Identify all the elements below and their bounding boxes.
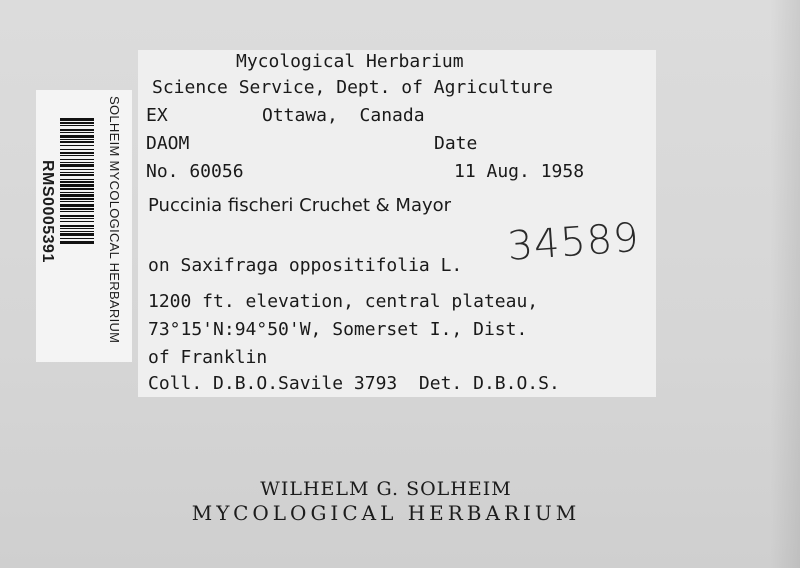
herbarium-title: MYCOLOGICAL HERBARIUM [191,501,581,525]
label-collector: Coll. D.B.O.Savile 3793 Det. D.B.O.S. [148,373,560,394]
label-ex: EX [146,105,168,126]
label-city: Ottawa, Canada [262,105,425,126]
label-elevation: 1200 ft. elevation, central plateau, [148,291,539,312]
barcode-collection-name: SOLHEIM MYCOLOGICAL HERBARIUM [107,96,122,344]
barcode-bars [60,118,94,334]
label-species: Puccinia fischeri Cruchet & Mayor [148,195,452,216]
sheet-edge-shadow [770,0,800,568]
barcode-id: RMS0005391 [39,160,56,263]
label-department: Science Service, Dept. of Agriculture [152,77,553,98]
label-title: Mycological Herbarium [236,51,464,72]
label-coordinates: 73°15'N:94°50'W, Somerset I., Dist. [148,319,528,340]
label-district: of Franklin [148,347,268,368]
handwritten-accession-number: 34589 [506,214,642,270]
label-date-value: 11 Aug. 1958 [454,161,585,182]
label-date-heading: Date [434,133,478,154]
specimen-label [138,50,656,397]
label-daom: DAOM [146,133,190,154]
label-number: No. 60056 [146,161,244,182]
herbarium-owner-name: WILHELM G. SOLHEIM [260,478,512,500]
label-host: on Saxifraga oppositifolia L. [148,255,463,276]
